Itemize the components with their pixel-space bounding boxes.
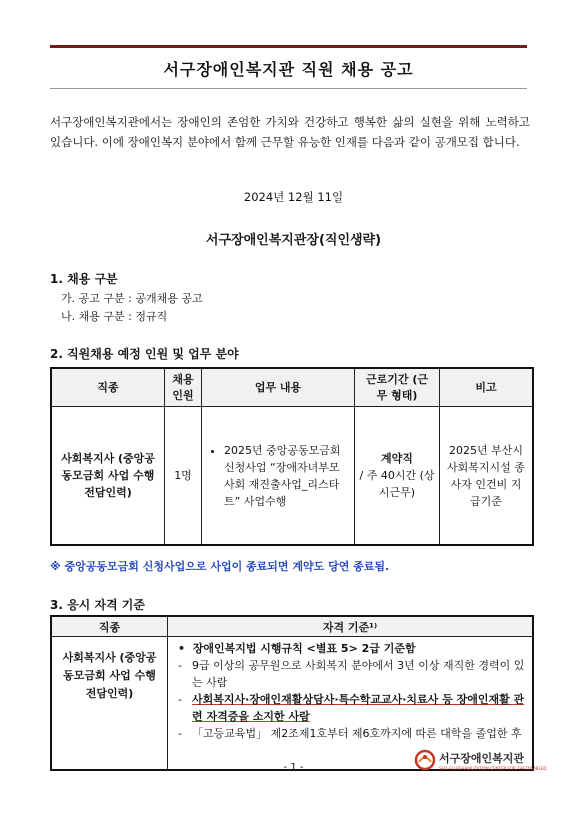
section1-item-b: 나. 채용 구분 : 정규직 [61, 310, 168, 323]
header-count: 채용 인원 [165, 368, 202, 407]
header-job: 직종 [51, 616, 168, 637]
list-item: - 「고등교육법」 제2조제1호부터 제6호까지에 따른 대학을 졸업한 후 [178, 727, 522, 740]
header-job: 직종 [51, 368, 165, 407]
logo-mark-icon [414, 749, 436, 771]
table-row [51, 407, 533, 546]
center-logo [414, 749, 546, 771]
logo-text: 서구장애인복지관 [439, 751, 525, 765]
title-box [50, 45, 527, 89]
announcement-date: 2024년 12월 11일 [243, 190, 344, 204]
qualification-table [50, 615, 534, 771]
cell-job: 사회복지사 (중앙공동모금회 사업 수행 전담인력) [51, 407, 165, 546]
cell-count: 1명 [165, 407, 202, 546]
cell-duty: • 2025년 중앙공동모금회 신청사업 “장애자녀부모 사회 재진출사업_리스타트” 사업수행 [202, 407, 355, 546]
list-item: - 사회복지사·장애인재활상담사·특수학교교사·치료사 등 장애인재활 관련 자격증을 소지한 사람 [178, 693, 525, 723]
list-item: - 9급 이상의 공무원으로 사회복지 분야에서 3년 이상 재직한 경력이 있는 사람 [178, 659, 525, 689]
intro-paragraph: 서구장애인복지관에서는 장애인의 존엄한 가치와 건강하고 행복한 삶의 실현을 위해 노력하고 있습니다. 이에 장애인복지 분야에서 함께 근무할 유능한 인재를 다음과 같이 공개모집 합니다. [50, 115, 530, 149]
section1-item-a: 가. 공고 구분 : 공개채용 공고 [61, 292, 203, 305]
staffing-table [50, 367, 534, 546]
header-note: 비고 [440, 368, 534, 407]
header-duty: 업무 내용 [202, 368, 355, 407]
section2-heading: 2. 직원채용 예정 인원 및 업무 분야 [50, 347, 239, 361]
page-number: - 1 - [283, 762, 304, 773]
contract-notice: ※ 중앙공동모금회 신청사업으로 사업이 종료되면 계약도 당연 종료됨. [50, 560, 390, 573]
logo-subtext: SEO-GU REHABILITATION CENTER FOR THE DISABLED [439, 765, 547, 771]
signature: 서구장애인복지관장(직인생략) [205, 233, 382, 248]
section1-heading: 1. 채용 구분 [50, 272, 118, 286]
page-title: 서구장애인복지관 직원 채용 공고 [163, 59, 414, 79]
criteria-title: • 장애인복지법 시행규칙 <별표 5> 2급 기준함 [178, 642, 416, 655]
cell-note: 2025년 부산시 사회복지시설 종사자 인건비 지급기준 [440, 407, 534, 546]
header-period: 근로기간 (근무 형태) [355, 368, 440, 407]
section3-heading: 3. 응시 자격 기준 [50, 598, 145, 612]
cell-job: 사회복지사 (중앙공동모금회 사업 수행 전담인력) [51, 637, 168, 771]
header-criteria: 자격 기준¹⁾ [168, 616, 534, 637]
cell-period: 계약직 / 주 40시간 (상시근무) [355, 407, 440, 546]
